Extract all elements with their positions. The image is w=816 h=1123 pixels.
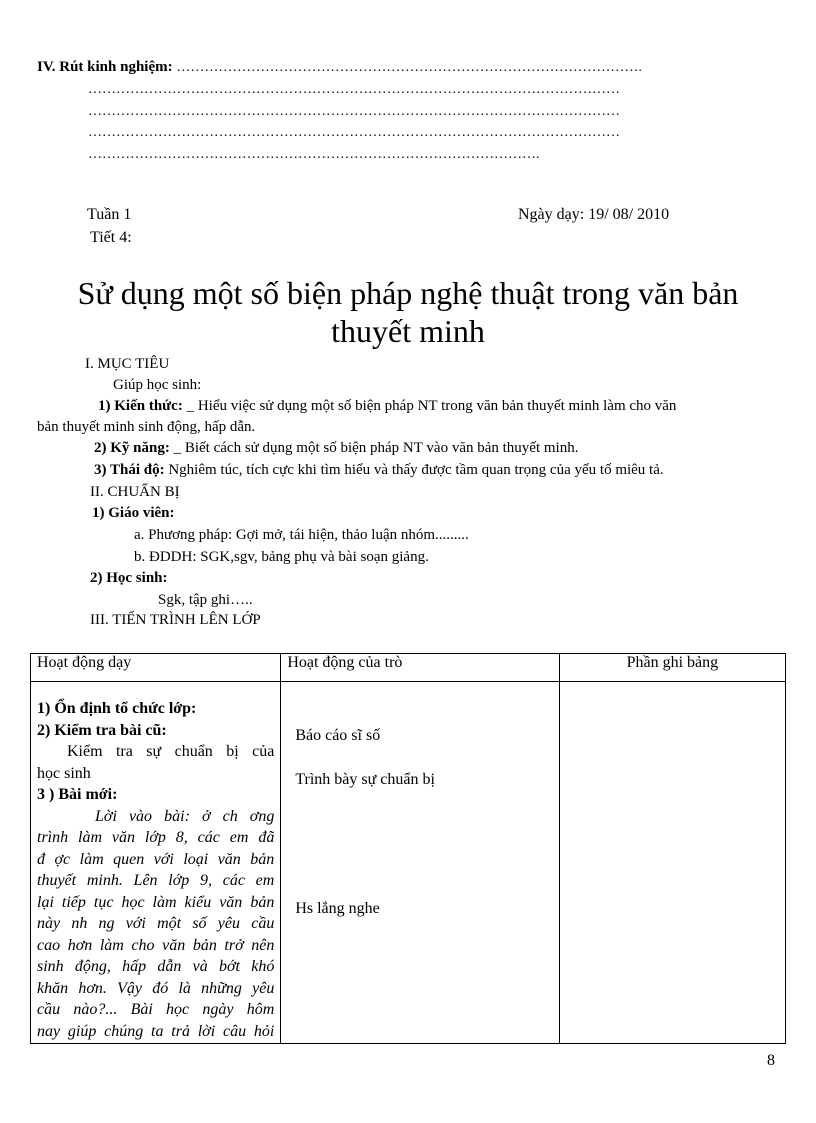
page-number: 8 — [767, 1052, 775, 1069]
knowledge-line — [98, 398, 676, 415]
table-row — [31, 682, 786, 1044]
roll-call-report: Báo cáo sĩ số — [295, 727, 381, 744]
skills-text: _ Biết cách sử dụng một số biện pháp NT vào văn bản thuyết minh. — [169, 440, 579, 456]
section-procedure: III. TIẾN TRÌNH LÊN LỚP — [90, 612, 261, 628]
lesson-plan-table — [30, 653, 786, 1044]
dotted-line: …………………………………………………………………………………………………… — [88, 125, 620, 140]
new-lesson: 3 ) Bài mới: — [37, 786, 118, 803]
student-label: 2) Học sinh: — [90, 570, 168, 586]
lesson-title-line1: Sử dụng một số biện pháp nghệ thuật trong văn bản — [77, 275, 739, 311]
attitude-line — [94, 462, 664, 479]
check-text: Kiểm tra sự chuẩn bị của — [67, 743, 275, 760]
intro-line: đ ợc làm quen với loại văn bản — [37, 850, 275, 868]
knowledge-text: _ Hiểu việc sử dụng một số biện pháp NT trong văn bản thuyết minh làm cho văn — [182, 398, 677, 414]
intro-line: trình làm văn lớp 8, các em đã — [37, 829, 275, 846]
dotted-line: ………………………………………………………………………………………. — [176, 60, 642, 75]
week-label: Tuần 1 — [87, 206, 132, 223]
students-listen: Hs lắng nghe — [295, 900, 380, 917]
teaching-date: Ngày dạy: 19/ 08/ 2010 — [518, 206, 670, 223]
knowledge-text-cont: bản thuyết minh sinh động, hấp dẫn. — [37, 419, 256, 435]
intro-line: này nh ng với một số yêu cầu — [37, 915, 275, 932]
skills-line — [94, 440, 578, 457]
header-board-notes: Phần ghi bảng — [559, 654, 785, 682]
intro-line: cao hơn làm cho văn bản trở nên — [37, 936, 275, 954]
teaching-aids-line: b. ĐDDH: SGK,sgv, bảng phụ và bài soạn giảng. — [134, 549, 429, 565]
check-text-cont: học sinh — [37, 764, 91, 782]
present-preparation: Trình bày sự chuẩn bị — [295, 771, 435, 788]
attitude-text: Nghiêm túc, tích cực khi tìm hiểu và thấy được tầm quan trọng của yếu tố miêu tả. — [164, 462, 664, 478]
knowledge-label: 1) Kiến thức: — [98, 398, 183, 414]
intro-line: thuyết minh. Lên lớp 9, các em — [37, 872, 275, 889]
intro-line: Lời vào bài: ở ch ơng — [95, 807, 275, 825]
method-line: a. Phương pháp: Gợi mở, tái hiện, thảo luận nhóm......... — [134, 527, 469, 543]
board-notes-cell — [559, 682, 785, 1044]
student-prep: Sgk, tập ghi….. — [158, 592, 253, 608]
objectives-intro: Giúp học sinh: — [113, 377, 202, 393]
student-activity-cell — [281, 682, 559, 1044]
intro-line: nay giúp chúng ta trả lời câu hỏi — [37, 1022, 275, 1040]
section-objectives: I. MỤC TIÊU — [85, 356, 170, 372]
teacher-activity-cell — [31, 682, 281, 1044]
intro-line: cầu nào?... Bài học ngày hôm — [37, 1001, 275, 1018]
lesson-label: Tiết 4: — [90, 229, 132, 246]
intro-line: sinh động, hấp dẫn và bớt khó — [37, 958, 275, 975]
section-preparation: II. CHUẨN BỊ — [90, 484, 180, 500]
intro-line: khăn hơn. Vậy đó là những yêu — [37, 979, 275, 997]
dotted-line: ……………………………………………………………………………………. — [88, 147, 540, 162]
attitude-label: 3) Thái độ: — [94, 462, 165, 478]
skills-label: 2) Kỹ năng: — [94, 440, 170, 456]
table-header-row — [31, 654, 786, 682]
stabilize-class: 1) Ổn định tổ chức lớp: — [37, 700, 197, 717]
check-old-lesson: 2) Kiểm tra bài cũ: — [37, 721, 167, 739]
dotted-line: …………………………………………………………………………………………………… — [88, 82, 620, 97]
rut-kinh-nghiem-line — [37, 59, 642, 76]
rut-kinh-nghiem-label: IV. Rút kinh nghiệm: — [37, 59, 173, 75]
dotted-line: …………………………………………………………………………………………………… — [88, 104, 620, 119]
intro-line: lại tiếp tục học làm kiểu văn bản — [37, 893, 275, 911]
lesson-title-line2: thuyết minh — [331, 313, 485, 349]
teacher-label: 1) Giáo viên: — [92, 505, 175, 521]
header-student-activity: Hoạt động của trò — [281, 654, 559, 682]
header-teacher-activity: Hoạt động dạy — [31, 654, 281, 682]
